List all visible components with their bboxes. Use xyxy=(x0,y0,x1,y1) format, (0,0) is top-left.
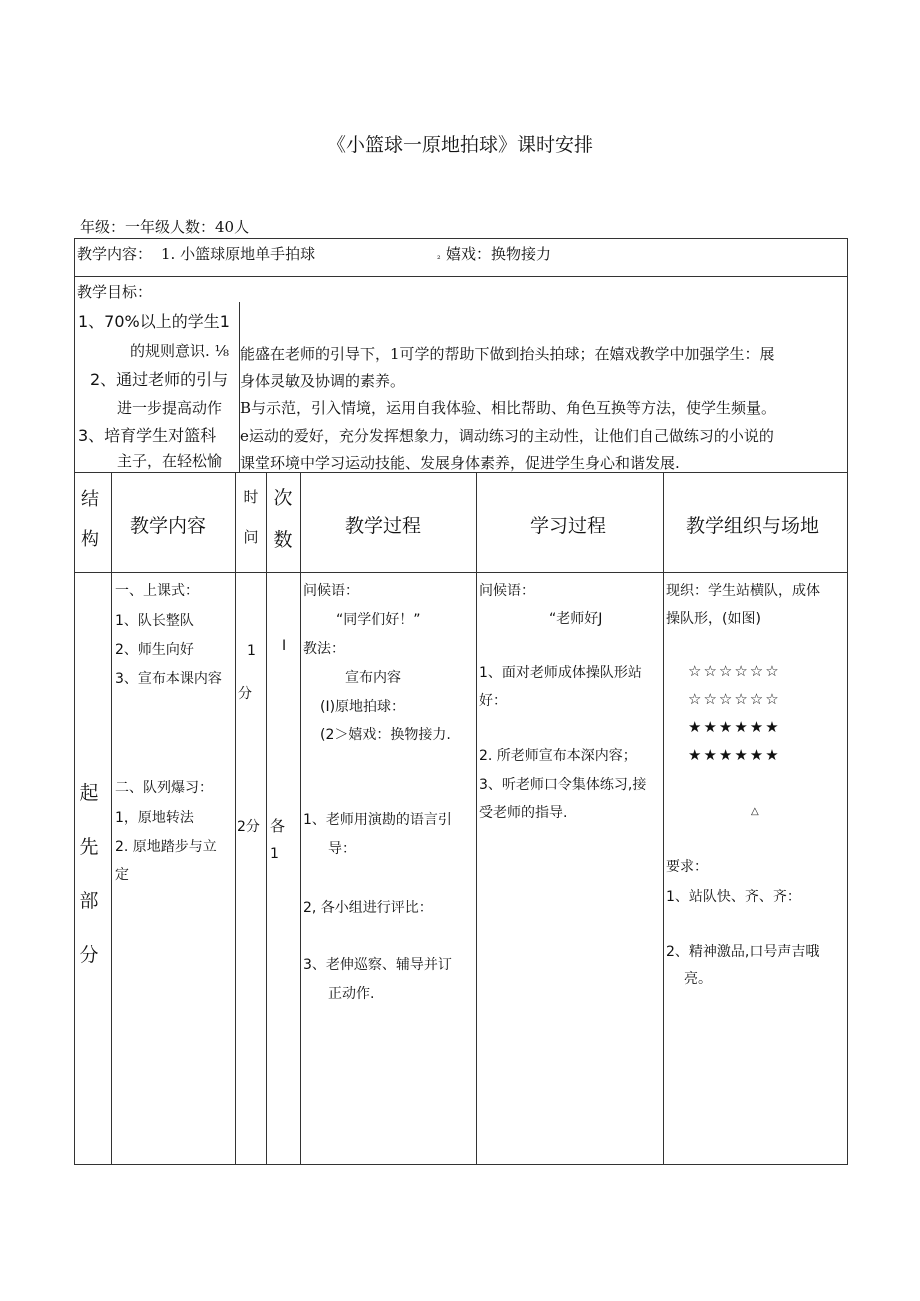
header-structure: 结 构 xyxy=(81,489,99,550)
header-learning: 学习过程 xyxy=(530,515,607,537)
process-p2: “同学们好！” xyxy=(336,612,421,628)
content-item-2: 嬉戏：换物接力 xyxy=(446,245,552,263)
org-r2b: 亮。 xyxy=(684,971,712,987)
process-p9: 2, 各小组进行评比： xyxy=(303,900,433,916)
process-p4: 宣布内容 xyxy=(345,670,401,686)
process-p6: (2＞嬉戏：换物接力. xyxy=(320,727,451,743)
formation-row-3: ★★★★★★ xyxy=(688,718,781,736)
page-title: 《小篮球一原地拍球》课时安排 xyxy=(326,134,593,156)
header-process: 教学过程 xyxy=(345,515,422,537)
goal-right-3: B与示范，引入情境，运用自我体验、相比帮助、角色互换等方法，使学生频量。 xyxy=(240,399,777,417)
content-c8: 定 xyxy=(115,867,129,883)
learning-s3: 1、面对老师成体操队形站 xyxy=(479,665,642,681)
header-count: 次 数 xyxy=(273,487,293,551)
process-p8: 导： xyxy=(328,841,356,857)
learning-s5: 2. 所老师宣布本深内容； xyxy=(479,748,637,764)
time-1a: 1 xyxy=(247,643,256,659)
org-o2: 操队形，(如图) xyxy=(666,611,761,627)
process-p3: 教法： xyxy=(303,641,345,657)
content-item-2-prefix: ₂ xyxy=(437,252,441,262)
content-c4: 3、宣布本课内容 xyxy=(115,671,222,687)
learning-s7: 受老师的指导. xyxy=(479,805,568,821)
process-p10: 3、老伸巡察、辅导并订 xyxy=(303,957,452,973)
learning-s1: 问候语： xyxy=(479,583,535,599)
org-o1: 现织：学生站横队，成体 xyxy=(666,583,820,599)
process-p5: (I)原地拍球： xyxy=(320,699,406,715)
learning-s6: 3、听老师口令集体练习,接 xyxy=(479,777,647,793)
teacher-triangle-icon: △ xyxy=(751,806,759,817)
goal-1b: 的规则意识. ⅛ xyxy=(130,342,230,360)
time-1b: 分 xyxy=(238,686,252,702)
formation-row-1: ☆☆☆☆☆☆ xyxy=(688,662,781,680)
count-2a: 各 xyxy=(270,817,286,835)
time-2: 2分 xyxy=(237,819,260,835)
goal-right-4: e运动的爱好，充分发挥想象力，调动练习的主动性，让他们自己做练习的小说的 xyxy=(240,427,774,445)
goal-2b: 进一步提高动作 xyxy=(117,399,223,417)
content-c5: 二、队列爆习： xyxy=(115,780,213,796)
goals-label: 教学目标： xyxy=(77,283,153,301)
goal-3b: 主子，在轻松愉 xyxy=(117,452,223,470)
org-r2a: 2、精神激品,口号声吉哦 xyxy=(666,944,820,960)
goal-right-5: 课堂环境中学习运动技能、发展身体素养，促进学生身心和谐发展. xyxy=(240,454,680,472)
content-c6: 1，原地转法 xyxy=(115,810,194,826)
goal-2a: 2、通过老师的引与 xyxy=(90,370,229,389)
section-name: 起 先 部 分 xyxy=(79,782,99,966)
content-c3: 2、师生向好 xyxy=(115,642,194,658)
process-p7: 1、老师用演勘的语言引 xyxy=(303,812,452,828)
content-c1: 一、上课式： xyxy=(115,583,199,599)
process-p1: 问候语： xyxy=(303,583,359,599)
goal-3a: 3、培育学生对篮科 xyxy=(78,426,217,445)
count-2b: 1 xyxy=(270,846,279,862)
count-1: I xyxy=(282,638,287,654)
goal-1a: 1、70%以上的学生1 xyxy=(78,312,230,331)
content-label: 教学内容： xyxy=(77,245,153,263)
header-time: 时 问 xyxy=(243,488,259,546)
goal-right-2: 身体灵敏及协调的素养。 xyxy=(240,372,406,390)
content-c7: 2. 原地踏步与立 xyxy=(115,839,217,855)
header-content: 教学内容 xyxy=(130,515,207,537)
content-c2: 1、队长整队 xyxy=(115,613,194,629)
org-r1: 1、站队快、齐、齐： xyxy=(666,889,801,905)
learning-s4: 好： xyxy=(479,693,507,709)
process-p11: 正动作. xyxy=(328,986,375,1002)
content-item-1: 1. 小篮球原地单手拍球 xyxy=(161,245,316,263)
grade-info: 年级：一年级人数：40人 xyxy=(80,218,250,236)
header-org: 教学组织与场地 xyxy=(686,515,820,537)
goal-right-1: 能盛在老师的引导下，1可学的帮助下做到抬头拍球；在嬉戏教学中加强学生：展 xyxy=(240,345,775,363)
formation-row-4: ★★★★★★ xyxy=(688,746,781,764)
learning-s2: “老师好J xyxy=(549,611,603,627)
org-req: 要求： xyxy=(666,859,708,875)
formation-row-2: ☆☆☆☆☆☆ xyxy=(688,690,781,708)
